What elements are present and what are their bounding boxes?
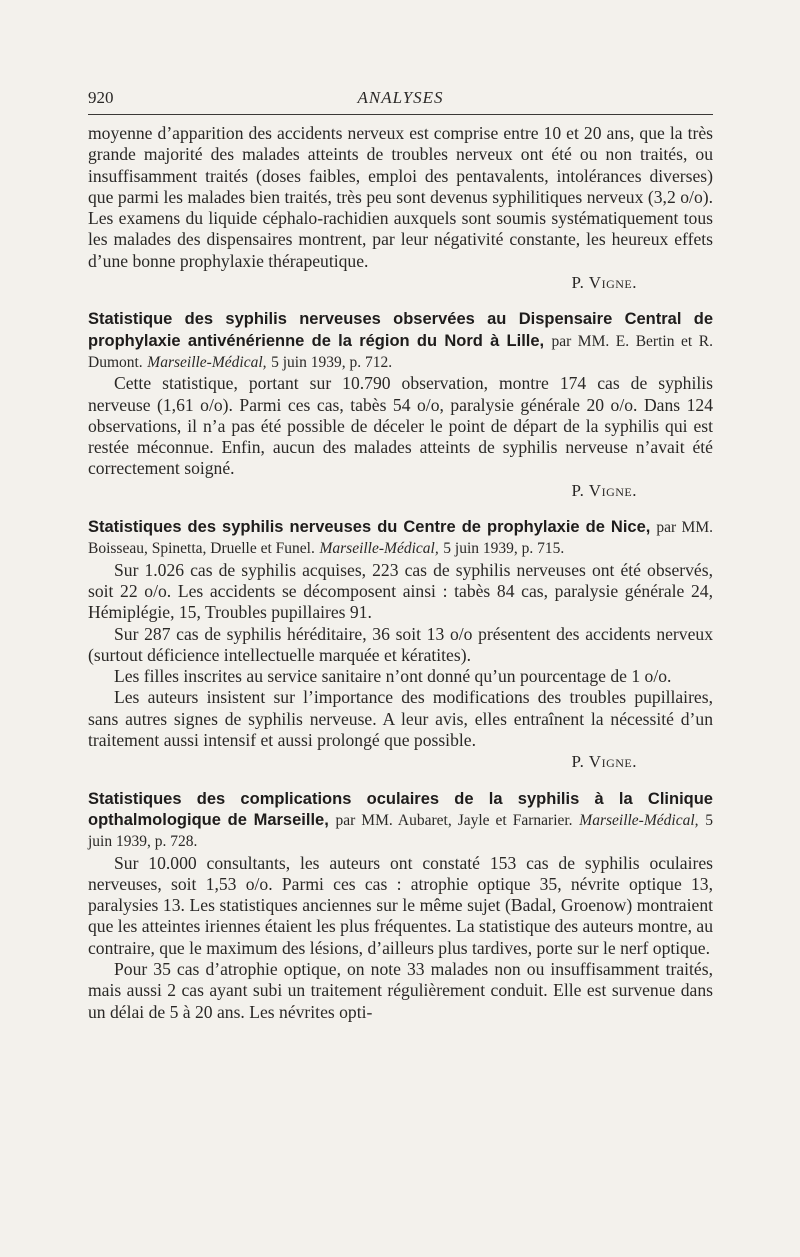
article-title: Statistiques des complications oculaires de la syphilis à la Clinique opthalmologique de Marseille, <box>88 789 713 829</box>
running-title: ANALYSES <box>357 88 444 107</box>
article-title: Statistiques des syphilis nerveuses du Centre de prophylaxie de Nice, <box>88 518 651 537</box>
article-paragraph: Sur 287 cas de syphilis héréditaire, 36 soit 13 o/o présentent des accidents nerveux (surtout déficience intellectuelle marquée et kératites). <box>88 623 713 665</box>
intro-signature: P. Vigne. <box>571 273 637 293</box>
article-paragraph: Pour 35 cas d’atrophie optique, on note 33 malades non ou insuffisamment traités, mais aussi 2 cas ayant subi un traitement régulièrement conduit. Elle est survenue dans un délai de 5 à 20 ans. Les névrites opti- <box>88 958 713 1022</box>
article-clinique-marseille <box>88 789 713 1023</box>
article-citation: 5 juin 1939, p. 728. <box>88 811 713 851</box>
intro-paragraph: moyenne d’apparition des accidents nerveux est comprise entre 10 et 20 ans, que la très grande majorité des malades atteints de troubles nerveux ont été ou non traités, ou insuffisamment traités (doses faibles, emploi des pentavalents, intolérances diverses) que parmi les malades bien traités, très peu sont devenus syphilitiques nerveux (3,2 o/o). Les examens du liquide céphalo-rachidien auxquels sont soumis systématiquement tous les malades des dispensaires montrent, par leur négativité constante, les heureux effets d’une bonne prophylaxie thérapeutique. <box>88 123 713 271</box>
article-paragraph: Sur 1.026 cas de syphilis acquises, 223 cas de syphilis nerveuses ont été observés, soit 22 o/o. Les accidents se décomposent ainsi : tabès 84 cas, paralysie générale 24, Hémiplégie, 15, Troubles pupillaires 91. <box>88 559 713 623</box>
article-paragraph: Les filles inscrites au service sanitaire n’ont donné qu’un pourcentage de 1 o/o. <box>114 666 672 687</box>
article-heading <box>88 789 713 853</box>
article-paragraph: Les auteurs insistent sur l’importance des modifications des troubles pupillaires, sans autres signes de syphilis nerveuse. A leur avis, elles entraînent la nécessité d’un traitement aussi intensif et aussi prolongé que possible. <box>88 687 713 751</box>
article-journal: Marseille-Médical, <box>579 811 699 829</box>
article-signature: P. Vigne. <box>571 752 637 772</box>
article-journal: Marseille-Médical, <box>319 540 439 558</box>
article-citation: 5 juin 1939, p. 715. <box>443 540 565 558</box>
article-heading <box>88 309 713 373</box>
article-authors: par MM. E. Bertin et R. Dumont. <box>88 332 713 371</box>
article-heading <box>88 517 713 560</box>
article-paragraph: Sur 10.000 consultants, les auteurs ont constaté 153 cas de syphilis oculaires nerveuses, soit 1,53 o/o. Parmi ces cas : atrophie optique 35, névrite optique 13, paralysies 13. Les statistiques anciennes sur le même sujet (Badal, Groenow) montraient que les atteintes iriennes étaient les plus fréquentes. La statistique des auteurs montre, au contraire, que le maximum des lésions, d’ailleurs plus tardives, porte sur le nerf optique. <box>88 852 713 958</box>
article-authors: par MM. Boisseau, Spinetta, Druelle et Funel. <box>88 519 713 558</box>
article-citation: 5 juin 1939, p. 712. <box>271 353 393 371</box>
page-number: 920 <box>88 88 114 107</box>
page-header <box>88 86 713 115</box>
article-centre-nice <box>88 517 713 773</box>
article-signature: P. Vigne. <box>571 480 637 500</box>
article-paragraph: Cette statistique, portant sur 10.790 observation, montre 174 cas de syphilis nerveuse (1,61 o/o). Parmi ces cas, tabès 54 o/o, paralysie générale 20 o/o. Dans 124 observations, il n’a pas été possible de déceler le point de départ de la syphilis qui est restée méconnue. Enfin, aucun des malades atteints de syphilis nerveuse n’avait été correctement soigné. <box>88 373 713 479</box>
article-title: Statistique des syphilis nerveuses observées au Dispensaire Central de prophylaxie antivénérienne de la région du Nord à Lille, <box>88 310 713 350</box>
article-journal: Marseille-Médical, <box>147 353 267 371</box>
article-authors: par MM. Aubaret, Jayle et Farnarier. <box>335 811 573 829</box>
page <box>88 86 713 1023</box>
article-dispensaire-lille <box>88 309 713 501</box>
